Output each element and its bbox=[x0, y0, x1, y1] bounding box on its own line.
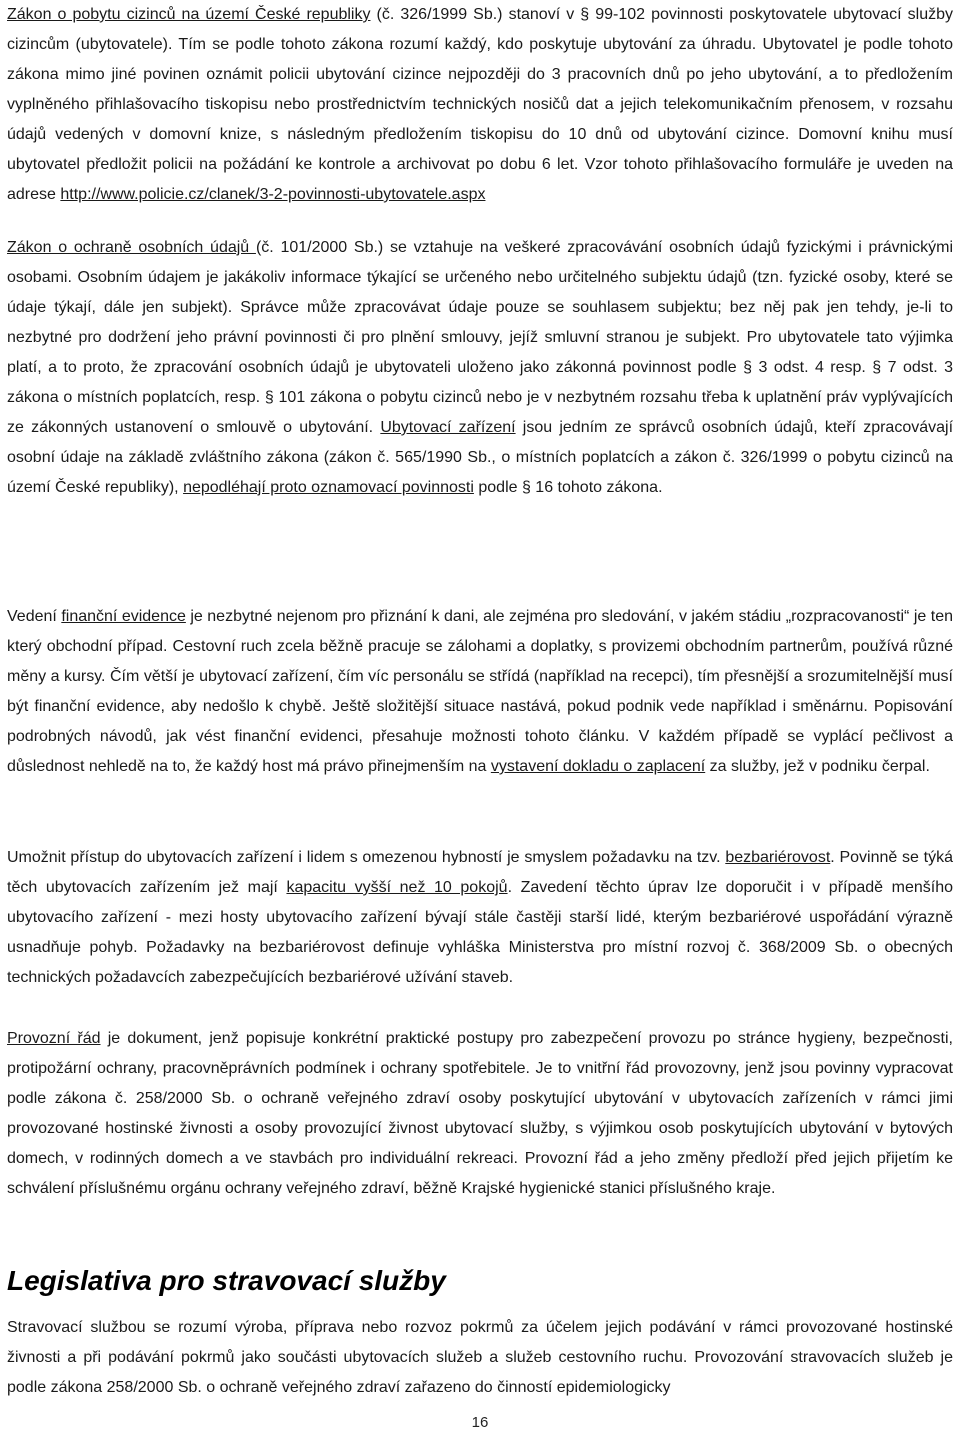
paragraph-text: Stravovací službou se rozumí výroba, příprava nebo rozvoz pokrmů za účelem jejich podávání v rámci provozované hostinské živnosti a při podávání pokrmů jako součásti ubytovacích služeb a služeb cestovního ruchu. Provozování stravovacích služeb je podle zákona 258/2000 Sb. o ochraně veřejného zdraví zařazeno do činností epidemiologicky bbox=[7, 1319, 953, 1396]
law-link-personal-data[interactable]: Zákon o ochraně osobních údajů bbox=[7, 239, 256, 256]
link-capacity-over-10-rooms[interactable]: kapacitu vyšší než 10 pokojů bbox=[286, 879, 508, 896]
paragraph-text: je nezbytné nejenom pro přiznání k dani, ale zejména pro sledování, v jakém stádiu „rozpracovanosti“ je ten který obchodní případ. Cestovní ruch zcela běžně pracuje se zálohami a doplatky, s provizemi obchodním partnerům, používá různé měny a kursy. Čím větší je ubytovací zařízení, čím víc personálu se střídá (například na recepci), tím přesnější a srozumitelnější musí být finanční evidence, aby nedošlo k chybě. Ještě složitější situace nastává, pokud podnik vede například i směnárnu. Popisování podrobných návodů, jak vést finanční evidenci, přesahuje možnosti tohoto článku. V každém případě se vyplácí pečlivost a důslednost nehledě na to, že každý host má právo přinejmenším na bbox=[7, 608, 954, 775]
paragraph-text: Vedení bbox=[7, 608, 62, 625]
paragraph-text: (č. 326/1999 Sb.) stanoví v § 99-102 povinnosti poskytovatele ubytovací služby cizincům (ubytovatele). Tím se podle tohoto zákona rozumí každý, kdo poskytuje ubytování za úhradu. Ubytovatel je podle tohoto zákona mimo jiné povinen oznámit policii ubytování cizince nejpozději do 3 pracovních dnů po jeho ubytování, a to předložením vyplněného přihlašovacího tiskopisu nebo prostřednictvím technických nosičů dat a jejich telekomunikačním přenosem, v rozsahu údajů vedených v domovní knize, s následným předložením tiskopisu do 10 dnů od ubytování cizince. Domovní knihu musí ubytovatel předložit policii na požádání ke kontrole a archivovat po dobu 6 let. Vzor tohoto přihlašovacího formuláře je uveden na adrese bbox=[7, 6, 953, 203]
paragraph-text: . Zavedení těchto úprav lze doporučit i v případě menšího ubytovacího zařízení - mezi hosty ubytovacího zařízení bývají stále častěji starší lidé, kterým bezbariérové uspořádání výrazně usnadňuje pohyb. Požadavky na bezbariérovost definuje vyhláška Ministerstva pro místní rozvoj č. 368/2009 Sb. o obecných technických požadavcích zabezpečujících bezbariérové užívání staveb. bbox=[7, 879, 954, 986]
police-form-url-link[interactable]: http://www.policie.cz/clanek/3-2-povinnosti-ubytovatele.aspx bbox=[60, 186, 486, 203]
link-financni-evidence[interactable]: finanční evidence bbox=[61, 608, 186, 625]
paragraph-text: podle § 16 tohoto zákona. bbox=[473, 479, 663, 496]
paragraph-text: Umožnit přístup do ubytovacích zařízení i lidem s omezenou hybností je smyslem požadavku na tzv. bbox=[7, 849, 726, 866]
paragraph-personal-data-protection bbox=[7, 233, 953, 503]
link-no-notification-duty[interactable]: nepodléhají proto oznamovací povinnosti bbox=[183, 479, 474, 496]
paragraph-text: je dokument, jenž popisuje konkrétní praktické postupy pro zabezpečení provozu po stránce hygieny, bezpečnosti, protipožární ochrany, pracovněprávních podmínek i ochrany spotřebitele. Je to vnitřní řád provozovny, jenž jsou povinny vypracovat podle zákona č. 258/2000 Sb. o ochraně veřejného zdraví osoby poskytující ubytování v ubytovacích zařízeních v rámci jimi provozované hostinské živnosti a osoby provozující živnost ubytovací služby, s výjimkou osob poskytujících ubytování v bytových domech, v rodinných domech a ve stavbách pro individuální rekreaci. Provozní řád a jeho změny předloží před jejich přijetím ke schválení příslušnému orgánu ochrany veřejného zdraví, běžně Krajské hygienické stanici příslušného kraje. bbox=[7, 1030, 953, 1197]
link-bezbarierovost[interactable]: bezbariérovost bbox=[725, 849, 831, 866]
law-link-residence-of-foreigners[interactable]: Zákon o pobytu cizinců na území České republiky bbox=[7, 6, 371, 23]
paragraph-text: jsou jedním ze správců osobních údajů, kteří zpracovávají osobní údaje na základě zvláštního zákona (zákon č. 565/1990 Sb., o místních poplatcích a zákon č. 326/1999 o pobytu cizinců na území České republiky), bbox=[7, 419, 954, 496]
document-page bbox=[7, 0, 953, 1435]
paragraph-barrier-free bbox=[7, 843, 953, 993]
link-provozni-rad[interactable]: Provozní řád bbox=[7, 1030, 101, 1047]
paragraph-text: za služby, jež v podniku čerpal. bbox=[705, 758, 930, 775]
paragraph-accommodation-foreigners bbox=[7, 0, 953, 210]
section-heading-food-services-legislation: Legislativa pro stravovací služby bbox=[7, 1265, 446, 1296]
link-ubytovaci-zarizeni[interactable]: Ubytovací zařízení bbox=[380, 419, 516, 436]
paragraph-operating-rules bbox=[7, 1024, 953, 1204]
paragraph-text: . Povinně se týká těch ubytovacích zařízením jež mají bbox=[7, 849, 954, 896]
page-number: 16 bbox=[471, 1414, 489, 1431]
paragraph-food-services bbox=[7, 1313, 953, 1403]
link-receipt-issuance[interactable]: vystavení dokladu o zaplacení bbox=[490, 758, 706, 775]
paragraph-financial-records bbox=[7, 602, 953, 782]
paragraph-text: (č. 101/2000 Sb.) se vztahuje na veškeré zpracovávání osobních údajů fyzickými i právnickými osobami. Osobním údajem je jakákoliv informace týkající se určeného nebo určitelného subjektu údajů (tzn. fyzické osoby, které se údaje týkají, dále jen subjekt). Správce může zpracovávat údaje pouze se souhlasem subjektu; bez něj pak jen tehdy, je-li to nezbytné pro dodržení jeho právní povinnosti či pro plnění smlouvy, jejíž smluvní stranou je subjekt. Pro ubytovatele tato výjimka platí, a to proto, že zpracování osobních údajů je ubytovateli uloženo jako zákonná povinnost podle § 3 odst. 4 resp. § 7 odst. 3 zákona o místních poplatcích, resp. § 101 zákona o pobytu cizinců nebo je v nezbytném rozsahu třeba k uplatnění práv vyplývajících ze zákonných ustanovení o smlouvě o ubytování. bbox=[7, 239, 954, 436]
